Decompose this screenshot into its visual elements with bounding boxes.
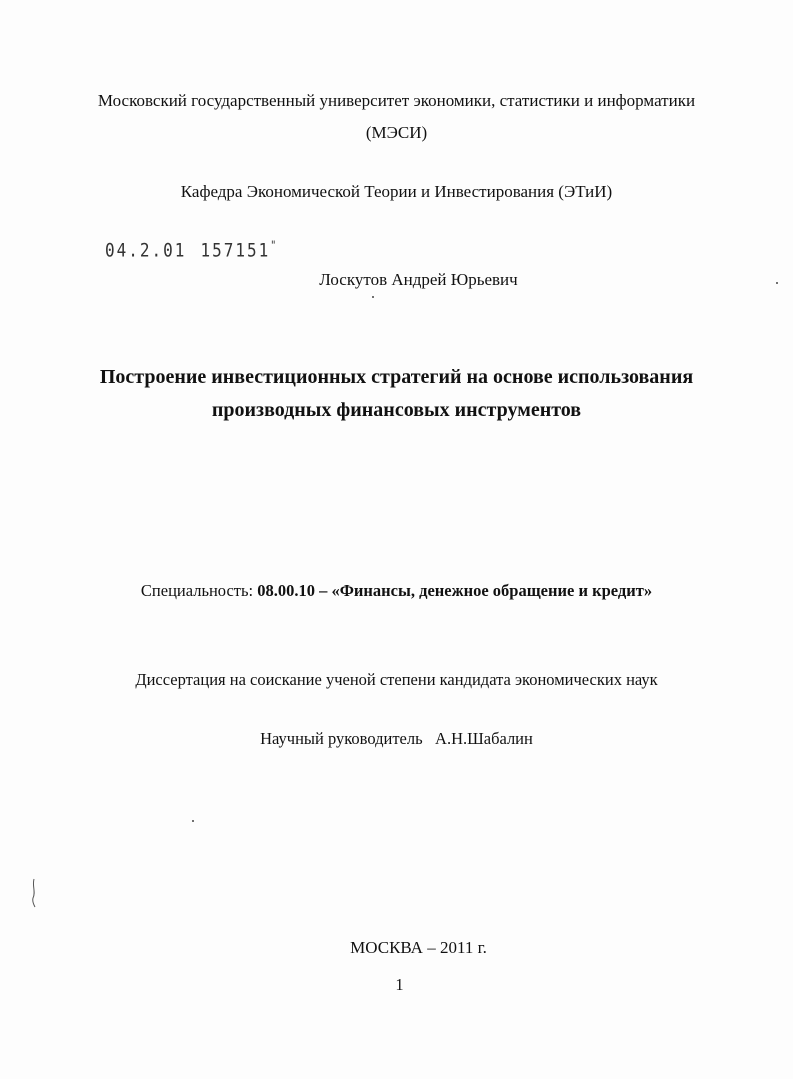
stamp-code-part1: 04.2.01 bbox=[105, 239, 187, 261]
stamp-code-part2: 157151 bbox=[200, 239, 271, 261]
university-name: Московский государственный университет экономики, статистики и информатики bbox=[97, 91, 696, 110]
dissertation-title-line2: производных финансовых инструментов bbox=[211, 399, 582, 421]
library-stamp bbox=[105, 239, 278, 261]
specialty-code: 08.00.10 – «Финансы, денежное обращение и кредит» bbox=[257, 581, 653, 600]
author-name: Лоскутов Андрей Юрьевич bbox=[319, 270, 518, 289]
scan-speck bbox=[776, 282, 778, 284]
supervisor-name: А.Н.Шабалин bbox=[435, 729, 533, 748]
department-name: Кафедра Экономической Теории и Инвестирования (ЭТиИ) bbox=[180, 182, 613, 201]
dissertation-title-line1: Построение инвестиционных стратегий на основе использования bbox=[99, 366, 694, 388]
dissertation-statement: Диссертация на соискание ученой степени кандидата экономических наук bbox=[135, 670, 658, 689]
scan-speck bbox=[192, 820, 194, 822]
scan-mark bbox=[30, 878, 38, 908]
university-abbreviation: (МЭСИ) bbox=[365, 123, 428, 142]
stamp-code-mark: " bbox=[270, 239, 279, 253]
scan-speck bbox=[372, 296, 374, 298]
city-year: МОСКВА – 2011 г. bbox=[350, 938, 487, 957]
supervisor-label: Научный руководитель bbox=[260, 729, 423, 748]
supervisor bbox=[0, 729, 793, 749]
specialty bbox=[0, 581, 793, 601]
specialty-label: Специальность: bbox=[140, 581, 254, 600]
page-number: 1 bbox=[395, 975, 404, 994]
